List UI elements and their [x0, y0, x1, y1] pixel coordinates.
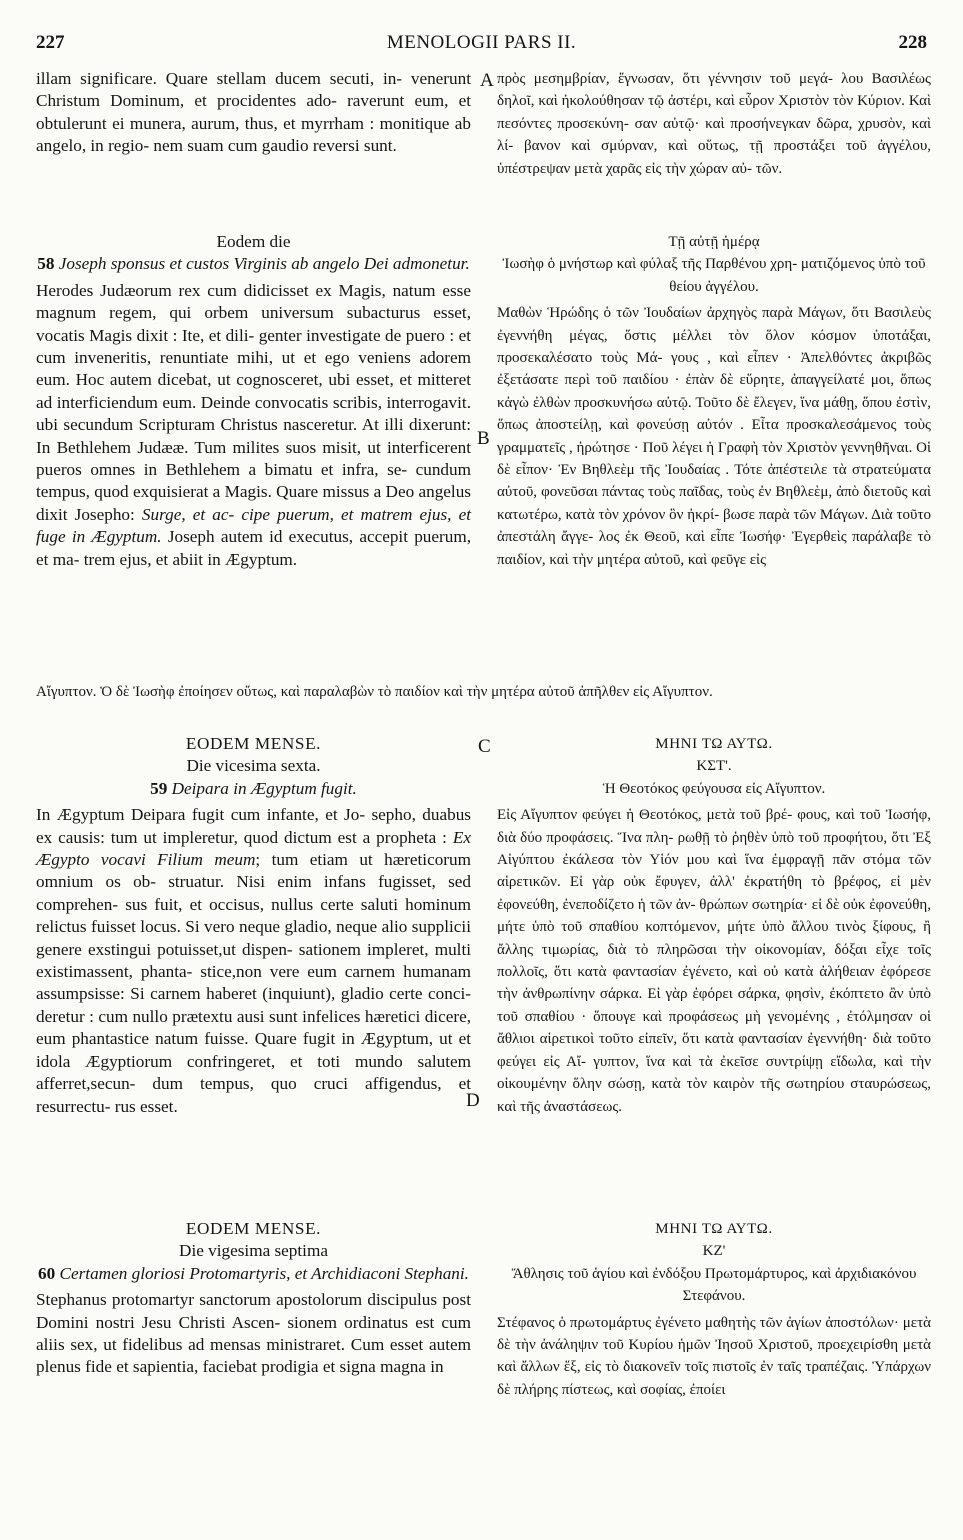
latin-column-block2 [36, 231, 471, 571]
section-title [36, 778, 471, 800]
running-header [36, 32, 927, 58]
greek-column-block4 [497, 1218, 931, 1401]
scripture-quote: Surge, et ac- cipe puerum, et matrem ejus, et fuge in Ægyptum. [36, 504, 471, 547]
section-number: 58 [37, 254, 55, 274]
latin-text: Herodes Judæorum rex cum didicisset ex Magis, natum esse magnum regem, qui orbem universum subacturus esset, vocatis Magis dixit : Ite, et dili- genter investigate de puero : et cum inveneritis, renuntiate mihi, ut et ego veniens adorem eum. Hoc autem dicebat, ut cognosceret, ubi esset, et mitteret ad interficiendum eum. Deinde convocatis scribis, interrogavit. ubi secundum Scripturam Christus nasceretur. At illi dixerunt: In Bethlehem Judææ. Tum milites suos misit, ut interficerent pueros omnes in Bethlehem a bimatu et infra, se- cundum tempus, quod exquisierat a Magis. Quare missus a Deo angelus dixit Josepho: [36, 280, 471, 524]
latin-paragraph [36, 804, 471, 1118]
section-number: 60 [38, 1263, 56, 1283]
greek-paragraph: Εἰς Αἴγυπτον φεύγει ἡ Θεοτόκος, μετὰ τοῦ βρέ- φους, καὶ τοῦ Ἰωσήφ, διὰ δύο προφάσεις. Ἵνα πλη- ρωθῇ τὸ ῥηθὲν ὑπὸ τοῦ προφήτου, ὅτι Ἐξ Αἰγύπτου ἐκάλεσα τὸν Υἱόν μου καὶ ἵνα ἐμφραγῇ πᾶν στόμα τῶν αἱρετικῶν. Εἰ γὰρ οὐκ ἔφυγεν, ἀλλ' ἐκρατήθη τὸ βρέφος, εἰ μὲν ἐφονεύθη, ἐνεποδίζετο ἡ τῶν ἀν- θρώπων σωτηρία· εἰ δὲ οὐκ ἐφονεύθη, μήτε ὑπὸ τοῦ σπαθίου κοπτόμενον, μήτε ὑπὸ ἄλλου τινὸς ξίφους, ἢ ἄλλης τιμωρίας, διὰ τὸ πληρῶσαι τὴν οἰκονομίαν, δόξαι εἶχε τοῖς πολλοῖς, ὅτι κατὰ φαντασίαν ἐγένετο, καὶ οὐ κατὰ ἀλήθειαν ἐφόρεσε τὴν ἀνθρωπίνην σάρκα. Εἰ γὰρ ἐφόρει σάρκα, φησὶν, ἐκόπτετο ἂν ὑπὸ τοῦ σπαθίου · ὅπουγε καὶ προφάσεως μὴ γενομένης , ἐτόλμησαν οἱ ἄθλιοι αἱρετικοὶ τοῦτο εἰπεῖν, ὅτι κατὰ φαντασίαν ἐγεννήθη· διὰ τοῦτο φεύγει εἰς Αἴ- γυπτον, ἵνα καὶ τὰ ἐκεῖσε συντρίψῃ εἴδωλα, καὶ τὴν οἰκουμένην ὅλην σώσῃ, κατὰ τὸν καιρὸν τῆς σωτηρίου σταυρώσεως, καὶ τῆς ἀναστάσεως. [497, 807, 931, 1115]
greek-day-heading: ΚΣΤ'. [696, 758, 732, 775]
month-heading: EODEM MENSE. [185, 734, 322, 753]
section-day-heading: Eodem die [216, 232, 291, 251]
section-day-heading: Die vigesima septima [179, 1241, 328, 1261]
section-title [36, 253, 471, 275]
greek-spanning-line: Αἴγυπτον. Ὁ δὲ Ἰωσὴφ ἐποίησεν οὕτως, καὶ παραλαβὼν τὸ παιδίον καὶ τὴν μητέρα αὐτοῦ ἀπῆλθεν εἰς Αἴγυπτον. [36, 684, 713, 700]
section-title-text: Deipara in Ægyptum fugit. [171, 778, 357, 798]
latin-text-continued: Joseph autem id executus, accepit puerum, et ma- trem ejus, et abiit in Ægyptum. [36, 527, 471, 569]
section-title-text: Certamen gloriosi Protomartyris, et Archidiaconi Stephani. [59, 1263, 469, 1283]
greek-column-block1 [497, 68, 931, 180]
section-number: 59 [150, 778, 168, 798]
month-heading: EODEM MENSE. [185, 1219, 322, 1238]
latin-text-continued: ; tum etiam ut hæreticorum omnium os ob- struatur. Nisi enim infans fugisset, sed comprehen- sus fuit, et occisus, nullus certe saluti hominum relictus fuisset locus. Si vero neque gladio, neque alio supplicii genere exstingui potuisset,ut dispen- sationem impleret, multi existimassent, phanta- stice,non vere eum carnem humanam assumpsisse: Si carnem haberet (inquiunt), gladio certe conci- deretur : cum nullo prætextu ausi sunt infelices hæretici dicere, eum phantastice natum fuisse. Quare fugit in Ægyptum, ut et idola Ægyptiorum confringeret, et toti mundo salutem afferret,secun- dum tempus, quo cruci affigendus, et resurrectu- rus esset. [36, 850, 471, 1116]
margin-letter-c: C [478, 736, 491, 757]
latin-paragraph: illam significare. Quare stellam ducem secuti, in- venerunt Christum Dominum, et procidentes ado- raverunt eum, et obtulerunt ei munera, aurum, thus, et myrrham : monitique ab angelo, in regio- nem suam cum gaudio reversi sunt. [36, 69, 471, 156]
latin-paragraph [36, 280, 471, 571]
greek-paragraph: Στέφανος ὁ πρωτομάρτυς ἐγένετο μαθητὴς τῶν ἁγίων ἀποστόλων· μετὰ δὲ τὴν ἀνάληψιν τοῦ Κυρίου ἡμῶν Ἰησοῦ Χριστοῦ, προεχειρίσθη μετὰ καὶ ἄλλων ἕξ, εἰς τὸ διακονεῖν τοῖς πιστοῖς ἐν ταῖς τραπέζαις. Ὑπάρχων δὲ πλήρης πίστεως, καὶ σοφίας, ἐποίει [497, 1314, 931, 1398]
greek-month-heading: ΜΗΝΙ ΤΩ ΑΥΤΩ. [655, 736, 773, 752]
latin-paragraph: Stephanus protomartyr sanctorum apostolorum discipulus post Domini nostri Jesu Christi Ascen- sionem ordinatus est cum aliis sex, ut fidelibus ad mensas ministraret. Cum esset autem plenus fide et sapientia, faciebat prodigia et signa magna in [36, 1290, 471, 1377]
latin-column-block3 [36, 733, 471, 1118]
running-title: MENOLOGII PARS II. [386, 32, 577, 53]
latin-text: In Ægyptum Deipara fugit cum infante, et Jo- sepho, duabus ex causis: tum ut impleretur, quod dictum est a propheta : [36, 805, 471, 847]
greek-paragraph: πρὸς μεσημβρίαν, ἔγνωσαν, ὅτι γέννησιν τοῦ μεγά- λου Βασιλέως δηλοῖ, καὶ ἠκολούθησαν τῷ ἀστέρι, καὶ εὗρον Χριστὸν τὸν Κύριον. Καὶ πεσόντες προσεκύνη- σαν αὐτῷ· καὶ προσήνεγκαν δῶρα, χρυσὸν, καὶ λί- βανον καὶ σμύρναν, καὶ οὕτως, τῇ προστάξει τοῦ ἀγγέλου, ὑπέστρεψαν μετὰ χαρᾶς εἰς τὴν χώραν αὐ- τῶν. [497, 71, 931, 177]
latin-column-block4 [36, 1218, 471, 1379]
greek-section-title: Ἡ Θεοτόκος φεύγουσα εἰς Αἴγυπτον. [602, 780, 826, 797]
greek-column-block2 [497, 231, 931, 571]
section-title [36, 1263, 471, 1285]
section-day-heading: Die vicesima sexta. [186, 756, 321, 776]
greek-month-heading: ΜΗΝΙ ΤΩ ΑΥΤΩ. [655, 1221, 773, 1237]
margin-letter-b: B [477, 428, 490, 449]
section-title-text: Joseph sponsus et custos Virginis ab angelo Dei admonetur. [58, 254, 470, 274]
margin-letter-d: D [466, 1090, 480, 1111]
greek-day-heading: ΚΖ' [702, 1243, 726, 1260]
page-number-left: 227 [36, 32, 65, 53]
page-number-right: 228 [898, 32, 927, 53]
latin-column-block1 [36, 68, 471, 158]
scripture-quote: Ex Ægypto vocavi Filium meum [36, 827, 472, 870]
greek-column-block3 [497, 733, 931, 1118]
greek-section-title: Ἰωσὴφ ὁ μνήστωρ καὶ φύλαξ τῆς Παρθένου χρη- ματιζόμενος ὑπὸ τοῦ θείου ἀγγέλου. [502, 256, 926, 295]
greek-paragraph: Μαθὼν Ἡρώδης ὁ τῶν Ἰουδαίων ἀρχηγὸς παρὰ Μάγων, ὅτι Βασιλεὺς ἐγεννήθη μέγας, ὅστις μέλλει τὸν ὅλον κόσμον ὑποτάξαι, προσεκαλέσατο τοὺς Μά- γους , καὶ εἶπεν · Ἀπελθόντες ἀκριβῶς ἐξετάσατε περὶ τοῦ παιδίου · ἐπὰν δὲ εὕρητε, ἀπαγγείλατέ μοι, ὅπως κἀγὼ ἐλθὼν προσκυνήσω αὐτῷ. Τοῦτο δὲ ἔλεγεν, ἵνα μάθῃ, ὅπου ἐστὶν, ὅπως ἀποστείλῃ, καὶ φονεύσῃ αὐτόν . Εἶτα προσκαλεσάμενος τοὺς γραμματεῖς , ἠρώτησε · Ποῦ λέγει ἡ Γραφὴ τὸν Χριστὸν γεννηθῆναι. Οἱ δὲ εἶπον· Ἐν Βηθλεὲμ τῆς Ἰουδαίας . Τότε ἀπέστειλε τὰ στρατεύματα αὐτοῦ, φονεῦσαι πάντας τοὺς παῖδας, τοὺς ἐν Βηθλεὲμ, ἀπὸ διετοῦς καὶ κατωτέρω, κατὰ τὸν χρόνον ὃν ἠκρί- βωσε παρὰ τῶν Μάγων. Διὰ τοῦτο ἀπεστάλη ἄγγε- λος ἐκ Θεοῦ, καὶ εἶπε Ἰωσήφ· Ἐγερθεὶς παράλαβε τὸ παιδίον, καὶ τὴν μητέρα αὐτοῦ, καὶ φεῦγε εἰς [497, 305, 931, 568]
greek-section-title: Ἄθλησις τοῦ ἁγίου καὶ ἐνδόξου Πρωτομάρτυρος, καὶ ἀρχιδιακόνου Στεφάνου. [511, 1265, 917, 1305]
margin-letter-a: A [480, 70, 494, 91]
greek-day-heading: Τῇ αὐτῇ ἡμέρᾳ [668, 234, 760, 250]
